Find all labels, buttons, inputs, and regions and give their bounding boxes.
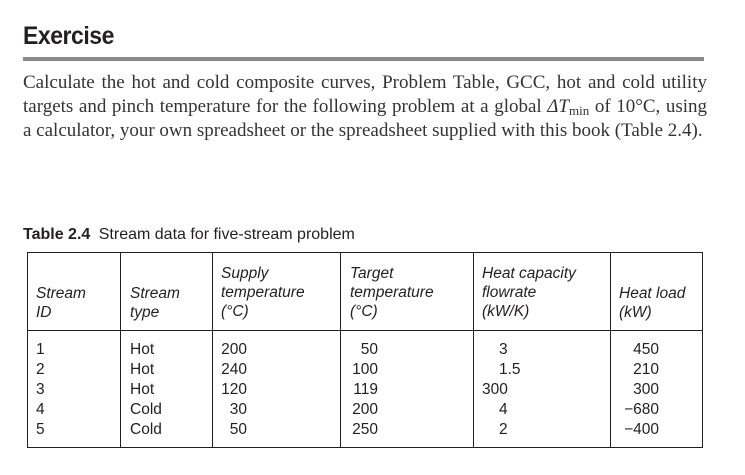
table-cell: −400 — [624, 421, 659, 438]
table-cell: 250 — [352, 421, 378, 438]
column-divider — [473, 252, 474, 448]
header-heat-load: Heat load (kW) — [619, 285, 686, 321]
table-cell: 2 — [499, 421, 508, 438]
table-header-divider — [27, 330, 703, 331]
table-caption-text: Stream data for five-stream problem — [98, 226, 355, 243]
header-heat-capacity-flowrate: Heat capacity flowrate (kW/K) — [482, 265, 576, 320]
table-cell: 200 — [221, 341, 247, 358]
exercise-text-before: Calculate the hot and cold composite curves, Problem Table, GCC, hot and cold utility targets and pinch temperature for the following problem at a global — [23, 72, 707, 117]
table-cell: Cold — [130, 401, 162, 418]
table-cell: 4 — [36, 401, 45, 418]
table-cell: 2 — [36, 361, 45, 378]
header-target-temperature: Target temperature (°C) — [350, 265, 434, 320]
table-cell: 50 — [360, 341, 378, 358]
table-cell: 100 — [352, 361, 378, 378]
table-cell: 240 — [221, 361, 247, 378]
table-cell: 300 — [482, 381, 508, 398]
section-heading: Exercise — [23, 22, 114, 50]
header-supply-temperature: Supply temperature (°C) — [221, 265, 305, 320]
table-caption-label: Table 2.4 — [23, 226, 91, 243]
table-cell: 4 — [499, 401, 508, 418]
delta-t-subscript: min — [569, 103, 590, 118]
table-cell: 300 — [633, 381, 659, 398]
table-cell: −680 — [624, 401, 659, 418]
table-cell: 3 — [499, 341, 508, 358]
column-divider — [610, 252, 611, 448]
column-stream-id — [36, 340, 45, 440]
table-cell: Hot — [130, 341, 155, 358]
table-cell: 5 — [36, 421, 45, 438]
table-cell: 1 — [36, 341, 45, 358]
column-supply-temperature — [221, 340, 247, 440]
table-cell: Hot — [130, 361, 155, 378]
delta-t-symbol: ΔT — [547, 96, 569, 117]
column-divider — [340, 252, 341, 448]
exercise-paragraph — [23, 71, 707, 143]
header-stream-id: Stream ID — [36, 285, 86, 321]
column-heat-capacity-flowrate — [482, 340, 521, 440]
table-cell: 1.5 — [499, 361, 521, 378]
table-cell: 30 — [229, 401, 247, 418]
table-cell: 200 — [352, 401, 378, 418]
column-divider — [120, 252, 121, 448]
column-heat-load — [619, 340, 659, 440]
exercise-text-after: of 10°C, using a calculator, your own spreadsheet or the spreadsheet supplied with this book (Table 2.4). — [23, 96, 707, 141]
heading-rule — [23, 57, 704, 61]
table-cell: 119 — [353, 381, 378, 398]
column-divider — [212, 252, 213, 448]
table-cell: 50 — [229, 421, 247, 438]
table-cell: 3 — [36, 381, 45, 398]
column-target-temperature — [350, 340, 378, 440]
table-cell: 210 — [633, 361, 659, 378]
table-cell: Hot — [130, 381, 155, 398]
header-stream-type: Stream type — [130, 285, 180, 321]
table-cell: Cold — [130, 421, 162, 438]
table-caption — [23, 226, 355, 244]
column-stream-type — [130, 340, 162, 440]
table-cell: 120 — [221, 381, 247, 398]
table-cell: 450 — [633, 341, 659, 358]
